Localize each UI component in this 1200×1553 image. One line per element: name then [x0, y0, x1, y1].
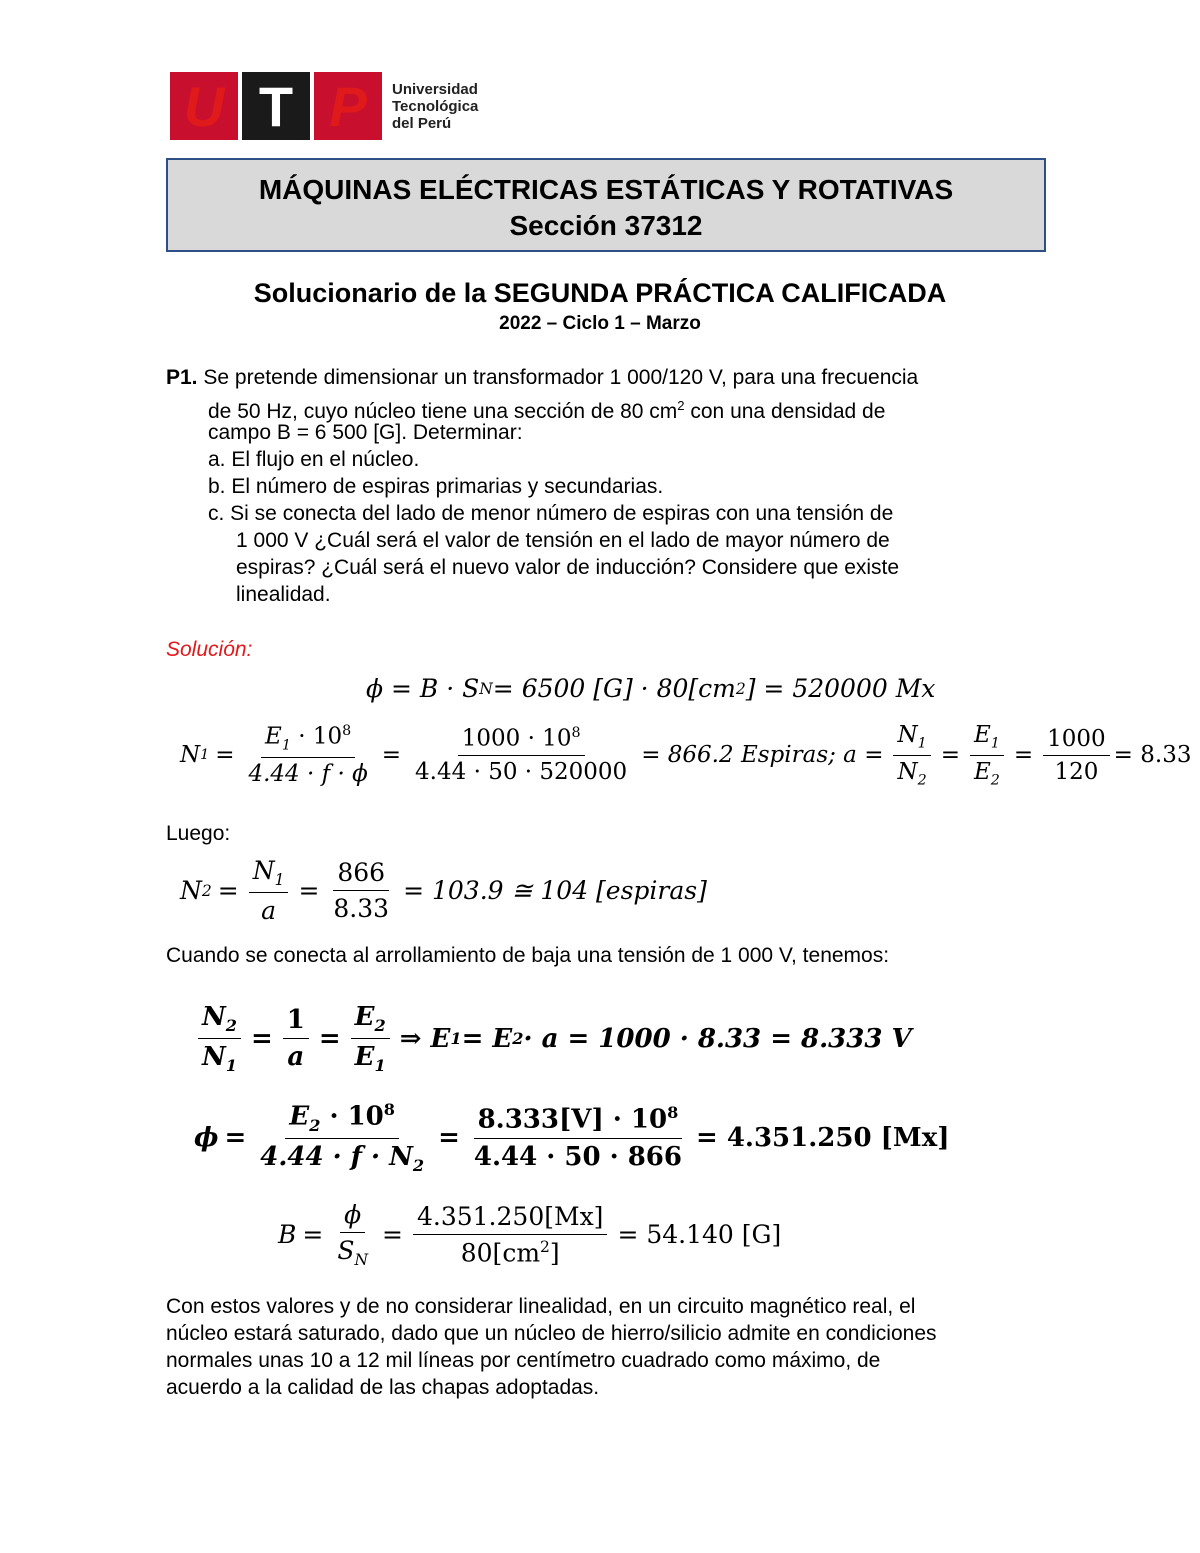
eq-part: E [973, 758, 991, 785]
eq-part: N [180, 876, 202, 905]
eq-part: ϕ [194, 1122, 219, 1153]
subscript: 1 [281, 737, 291, 754]
subscript: N [479, 679, 493, 698]
eq-part: a [261, 896, 277, 925]
eq-part: · a = 1000 · 8.33 = 8.333 V [523, 1023, 912, 1054]
equation-new-flux: ϕ = $\frac{E_2 \cdot 10^8}{4.44 \cdot f \cdot N_2}$ = $\frac{8.333[V] \cdot 10^8}{4.44 \cdot 50 \cdot 866}$ = 4.351.250 [Mx] [194, 1100, 950, 1176]
problem-label-line [166, 364, 918, 391]
eq-part: 8.33 [333, 894, 390, 923]
superscript: 2 [677, 398, 685, 413]
eq-part: 4.44 · 50 · 866 [473, 1141, 682, 1172]
eq-part: 80[cm [460, 1238, 541, 1268]
eq-part: 4.44 · f · ϕ [248, 760, 368, 787]
subscript: 1 [990, 735, 1000, 752]
fraction [333, 1200, 372, 1269]
fraction [329, 858, 393, 923]
superscript: 8 [383, 1100, 395, 1119]
superscript: 8 [342, 723, 352, 740]
eq-part: B [278, 1220, 297, 1249]
subscript: 2 [309, 1115, 321, 1135]
document-subtitle: 2022 – Ciclo 1 – Marzo [499, 313, 701, 334]
fraction [970, 722, 1004, 788]
course-section: Sección 37312 [509, 210, 703, 241]
eq-part: N [202, 1002, 226, 1032]
subscript: N [354, 1251, 369, 1269]
eq-part: 120 [1054, 758, 1099, 785]
fraction [411, 725, 631, 785]
logo-letter-p: P [314, 72, 382, 140]
eq-part: = 54.140 [G] [617, 1220, 782, 1249]
conclusion-line: Con estos valores y de no considerar linealidad, en un circuito magnético real, el [166, 1295, 916, 1318]
eq-part: N [202, 1042, 226, 1073]
subscript: 2 [201, 881, 212, 900]
eq-part: N [897, 758, 918, 785]
subscript: 1 [374, 1056, 386, 1076]
subscript: 2 [374, 1016, 386, 1036]
eq-part: 8.333[V] · 10 [477, 1104, 668, 1135]
equation-n1: N 1 = $\frac{E_1 \cdot 10^8}{4.44 \cdot f \cdot \phi}$ = $\frac{1000 \cdot 10^8}{4.44 \cdot 50 \cdot 520000}$ = 866.2 Espiras; a = $\frac{N_1}{N_2}$ = $\frac{E_1}{E_2}$ = $\frac{1000}{120}$ = 8.33 [180, 722, 1192, 789]
eq-part: 4.44 · 50 · 520000 [415, 758, 628, 785]
fraction [470, 1103, 686, 1172]
logo-text-line: Universidad [392, 80, 478, 98]
eq-part: N [180, 742, 201, 769]
problem-label: P1. [166, 366, 198, 389]
subscript: 2 [412, 1156, 425, 1176]
problem-item-c-cont: espiras? ¿Cuál será el nuevo valor de inducción? Considere que existe [236, 556, 900, 579]
solution-label: Solución: [166, 638, 253, 661]
problem-item-b: b. El número de espiras primarias y secundarias. [208, 475, 664, 498]
fraction [198, 1002, 241, 1075]
eq-part: ϕ [340, 1200, 365, 1233]
fraction [283, 1005, 309, 1072]
fraction [1043, 726, 1110, 785]
eq-part: ⇒ E [399, 1023, 451, 1054]
eq-part: 4.351.250[Mx] [413, 1202, 607, 1235]
eq-part: 866 [333, 858, 389, 891]
problem-item-c-cont: linealidad. [236, 583, 331, 606]
problem-text: de 50 Hz, cuyo núcleo tiene una sección de 80 cm [208, 400, 678, 423]
fraction [413, 1202, 607, 1267]
superscript: 2 [540, 1237, 550, 1256]
cuando-text: Cuando se conecta al arrollamiento de baja una tensión de 1 000 V, tenemos: [166, 944, 890, 967]
problem-text: Se pretende dimensionar un transformador 1 000/120 V, para una frecuencia [203, 366, 919, 389]
logo-letter-t: T [242, 72, 310, 140]
problem-item-c: c. Si se conecta del lado de menor número de espiras con una tensión de [208, 502, 894, 525]
eq-part: = 8.33 [1113, 742, 1192, 769]
eq-part: · 10 [290, 724, 343, 751]
eq-part: a [287, 1042, 305, 1073]
superscript: 8 [571, 725, 581, 742]
course-title: MÁQUINAS ELÉCTRICAS ESTÁTICAS Y ROTATIVAS [258, 174, 954, 205]
logo-text-line: Tecnológica [392, 97, 479, 115]
utp-logo [170, 72, 478, 140]
document-title: Solucionario de la SEGUNDA PRÁCTICA CALIFICADA [253, 278, 947, 308]
problem-item-c-cont: 1 000 V ¿Cuál será el valor de tensión en el lado de mayor número de [236, 529, 890, 552]
subscript: 1 [450, 1029, 462, 1049]
fraction [893, 722, 930, 788]
problem-text: con una densidad de [684, 400, 886, 423]
course-header-box [166, 158, 1046, 252]
subscript: 1 [917, 735, 927, 752]
eq-part: 4.44 · f · N [260, 1141, 413, 1172]
problem-item-a: a. El flujo en el núcleo. [208, 448, 420, 471]
equation-ratio: $\frac{N_2}{N_1}$ = $\frac{1}{a}$ = $\frac{E_2}{E_1}$ ⇒ E 1 = E 2 · a = 1000 · 8.33 = 8.333 V [194, 1002, 912, 1075]
logo-letter-u: U [170, 72, 238, 140]
fraction [256, 1100, 428, 1175]
eq-part: · 10 [320, 1101, 384, 1132]
equation-n2: N 2 = $\frac{N_1}{a}$ = $\frac{866}{8.33}$ = 103.9 ≅ 104 [espiras] [180, 856, 707, 925]
luego-label: Luego: [166, 822, 231, 845]
subscript: 2 [512, 1029, 524, 1049]
eq-part: = 6500 [G] · 80[cm [492, 674, 736, 703]
eq-part: E [973, 722, 991, 748]
fraction [244, 723, 371, 786]
eq-part: E [265, 724, 282, 751]
equation-new-induction: B = $\frac{\phi}{S_N}$ = $\frac{4.351.250[Mx]}{80[cm^2]}$ = 54.140 [G] [278, 1200, 782, 1269]
eq-part: N [897, 722, 918, 748]
conclusion-line: normales unas 10 a 12 mil líneas por centímetro cuadrado como máximo, de [166, 1349, 881, 1372]
fraction [249, 856, 289, 925]
eq-part: S [337, 1236, 355, 1265]
eq-part: = 103.9 ≅ 104 [espiras] [403, 876, 707, 905]
problem-line: campo B = 6 500 [G]. Determinar: [208, 421, 523, 444]
eq-part: ϕ = B · S [366, 674, 480, 703]
fraction [351, 1002, 390, 1075]
subscript: 1 [200, 747, 210, 764]
superscript: 8 [667, 1103, 679, 1123]
eq-part: = 866.2 Espiras; a = [641, 742, 884, 769]
logo-text [392, 81, 478, 132]
eq-part: E [354, 1002, 375, 1032]
equation-flux [366, 674, 935, 703]
superscript: 2 [735, 679, 746, 698]
subscript: 2 [917, 772, 927, 789]
eq-part: 1000 · 10 [461, 725, 572, 752]
subscript: 2 [225, 1016, 237, 1036]
eq-part: E [354, 1042, 375, 1073]
eq-part: 1000 [1043, 726, 1110, 756]
eq-part: 1 [283, 1005, 309, 1039]
eq-part: ] = 520000 Mx [745, 674, 936, 703]
subscript: 1 [274, 871, 285, 889]
eq-part: = E [461, 1023, 513, 1054]
subscript: 1 [225, 1056, 237, 1076]
eq-part: ] [549, 1238, 560, 1268]
conclusion-line: núcleo estará saturado, dado que un núcleo de hierro/silicio admite en condiciones [166, 1322, 937, 1345]
conclusion-line: acuerdo a la calidad de las chapas adoptadas. [166, 1376, 600, 1399]
eq-part: = 4.351.250 [Mx] [695, 1122, 950, 1153]
logo-text-line: del Perú [392, 114, 452, 132]
subscript: 2 [990, 772, 1000, 789]
eq-part: N [252, 856, 275, 885]
eq-part: E [289, 1101, 310, 1132]
